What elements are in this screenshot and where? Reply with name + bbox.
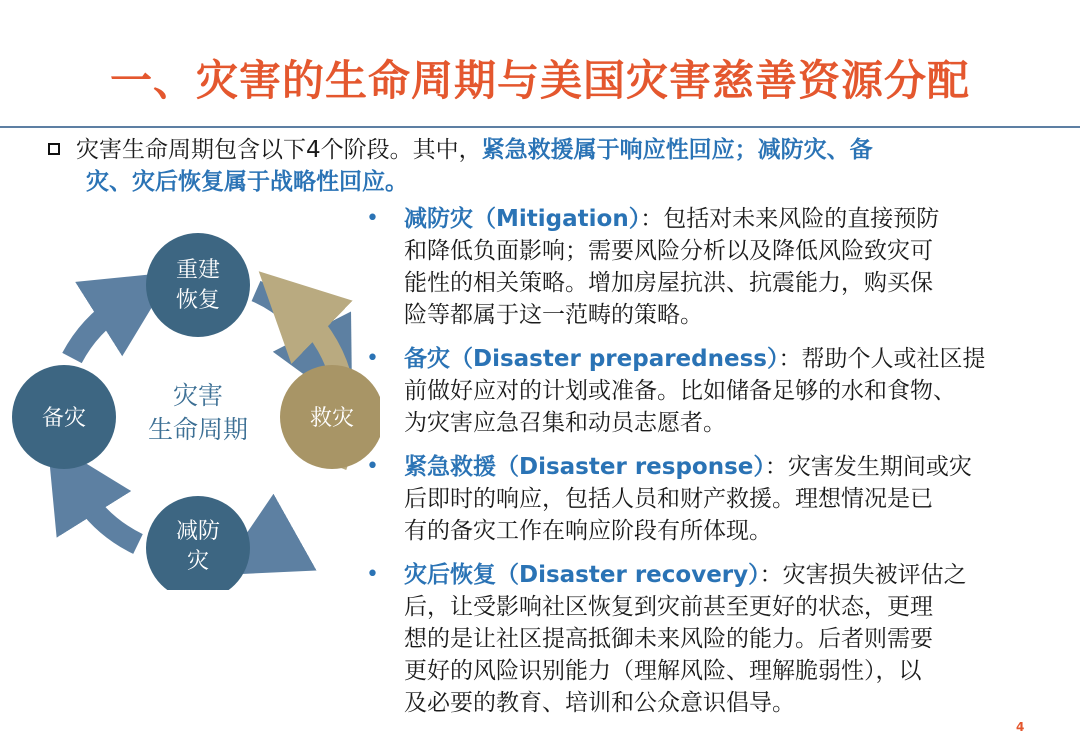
stage-item-mitigation xyxy=(364,203,1044,331)
stage-item-preparedness xyxy=(364,343,1044,439)
stage-term: 减防灾（Mitigation） xyxy=(404,206,641,232)
center-label-line1: 灾害 xyxy=(172,381,224,410)
stage-text-line: 和降低负面影响；需要风险分析以及降低风险致灾可 xyxy=(404,238,933,264)
stage-text-line: 想的是让社区提高抵御未来风险的能力。后者则需要 xyxy=(404,626,933,652)
stage-text-line: 更好的风险识别能力（理解风险、理解脆弱性），以 xyxy=(404,658,922,684)
stage-text-line: 险等都属于这一范畴的策略。 xyxy=(404,302,703,328)
stage-text-line: ：灾害损失被评估之 xyxy=(759,562,967,588)
stage-text-line: 有的备灾工作在响应阶段有所体现。 xyxy=(404,518,772,544)
stage-term: 灾后恢复（Disaster recovery） xyxy=(404,562,760,588)
title-divider xyxy=(0,126,1080,128)
stage-item-response xyxy=(364,451,1044,547)
bullet-icon: • xyxy=(366,454,379,479)
node-mitigation xyxy=(146,496,250,590)
node-preparedness xyxy=(12,365,116,469)
intro-paragraph xyxy=(60,134,1060,198)
stage-item-recovery xyxy=(364,559,1044,719)
center-label-line2: 生命周期 xyxy=(147,415,249,444)
node-rebuild-line2: 恢复 xyxy=(175,288,221,313)
bullet-icon: • xyxy=(366,562,379,587)
node-rebuild-line1: 重建 xyxy=(175,258,221,283)
arrow-mitigation-to-prep xyxy=(80,492,138,544)
stage-term: 备灾（Disaster preparedness） xyxy=(404,346,779,372)
bullet-icon: • xyxy=(366,346,379,371)
page-number: 4 xyxy=(1016,720,1025,734)
stage-text-line: 能性的相关策略。增加房屋抗洪、抗震能力，购买保 xyxy=(404,270,933,296)
stage-text-line: ：灾害发生期间或灾 xyxy=(764,454,972,480)
stage-text-line: 前做好应对的计划或准备。比如储备足够的水和食物、 xyxy=(404,378,956,404)
disaster-lifecycle-diagram xyxy=(0,210,380,590)
stage-term: 紧急救援（Disaster response） xyxy=(404,454,765,480)
stage-text-line: 后，让受影响社区恢复到灾前甚至更好的状态，更理 xyxy=(404,594,933,620)
stage-list xyxy=(364,203,1044,719)
stage-text-line: 及必要的教育、培训和公众意识倡导。 xyxy=(404,690,795,716)
slide-title: 一、灾害的生命周期与美国灾害慈善资源分配 xyxy=(109,56,970,105)
stage-text-line: ：帮助个人或社区提 xyxy=(778,346,986,372)
node-mitigation-line1: 减防 xyxy=(175,519,221,544)
stage-text-line: 后即时的响应，包括人员和财产救援。理想情况是已 xyxy=(404,486,933,512)
intro-highlight-a: 紧急救援属于响应性回应；减防灾、备 xyxy=(481,137,873,163)
intro-plain-text: 灾害生命周期包含以下4个阶段。其中， xyxy=(76,137,482,163)
bullet-icon: • xyxy=(366,206,379,231)
arrow-prep-to-rebuild xyxy=(72,305,121,358)
node-preparedness-label: 备灾 xyxy=(41,406,87,431)
square-bullet-icon xyxy=(48,143,60,155)
node-relief-label: 救灾 xyxy=(309,406,355,431)
stage-text-line: 为灾害应急召集和动员志愿者。 xyxy=(404,410,726,436)
arrow-relief-to-mitigation xyxy=(272,533,290,545)
intro-highlight-b: 灾、灾后恢复属于战略性回应。 xyxy=(86,169,408,195)
node-mitigation-line2: 灾 xyxy=(186,549,210,574)
stage-text-line: ：包括对未来风险的直接预防 xyxy=(640,206,940,232)
node-rebuild-recovery xyxy=(146,233,250,337)
